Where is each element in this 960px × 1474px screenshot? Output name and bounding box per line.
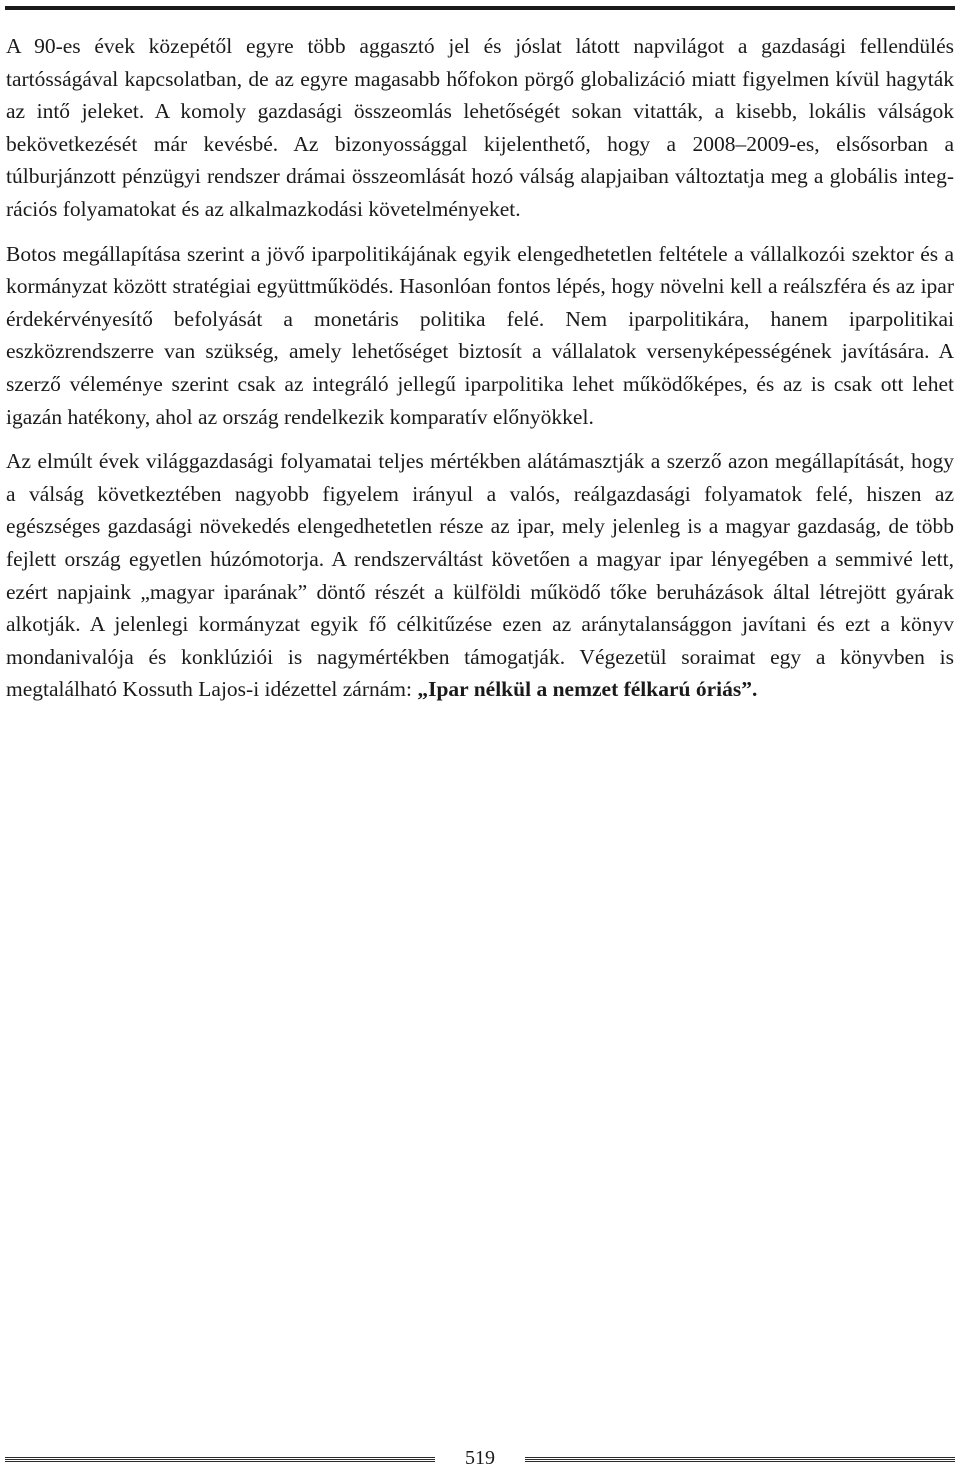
page-number: 519 [465, 1447, 495, 1469]
paragraph-1: A 90-es évek közepétől egyre több aggasztó jel és jóslat látott napvilágot a gazdasági fellendülés tartósságával kapcsolatban, de az egyre magasabb hőfokon pörgő globalizáció miatt figyelmen kívül hagyták az intő jeleket. A komoly gazdasági összeomlás lehetőségét sokan vitatták, a kisebb, lokális válságok bekövetkezését már kevésbé. Az bizonyossággal kijelenthető, hogy a 2008–2009-es, elsősorban a túlburjánzott pénzügyi rendszer drámai összeomlását hozó válság alapjaiban változtatja meg a globális integrációs folyamatokat és az alkalmazkodási követelményeket. [6, 34, 954, 221]
paragraph-3 [6, 445, 954, 706]
footer-rule-left [5, 1457, 435, 1462]
paragraph-2: Botos megállapítása szerint a jövő iparpolitikájának egyik elengedhetetlen feltétele a vállalkozói szektor és a kormányzat között stratégiai együttműködés. Hasonlóan fontos lépés, hogy növelni kell a reálszféra és az ipar érdekérvényesítő befolyását a monetáris politika felé. Nem iparpolitikára, hanem iparpolitikai eszközrendszerre van szükség, amely lehetőséget biztosít a vállalatok versenyképességének javítására. A szerző véleménye szerint csak az integráló jellegű iparpolitika lehet működőképes, és az is csak ott lehet igazán hatékony, ahol az ország rendelkezik komparatív előnyökkel. [6, 241, 954, 429]
footer-rule-right [525, 1457, 955, 1462]
closing-quote: „Ipar nélkül a nemzet félkarú óriás”. [417, 677, 758, 702]
paragraph-3-text: Az elmúlt évek világgazdasági folyamatai teljes mértékben alátámasztják a szerző azon megállapítását, hogy a válság következtében nagyobb figyelem irányul a valós, reálgazdasági folyamatok felé, hiszen az egészséges gazdasági növekedés elengedhetetlen része az ipar, mely jelenleg is a magyar gazdaság, de több fejlett ország egyetlen húzómotorja. A rendszerváltást követően a magyar ipar lényegében a semmivé lett, ezért napjaink „magyar iparának” döntő részét a külföldi működő tőke beruházások által létrejött gyárak alkotják. A jelenlegi kormányzat egyik fő célkitűzése ezen az aránytalansággon javítani és ezt a könyv mondanivalója és konklúziói is nagymértékben támogatják. Végezetül soraimat egy a könyvben is megtalálható Kossuth Lajos-i idézettel zárnám: [6, 449, 954, 702]
body-text [6, 30, 954, 706]
top-rule [5, 6, 955, 10]
